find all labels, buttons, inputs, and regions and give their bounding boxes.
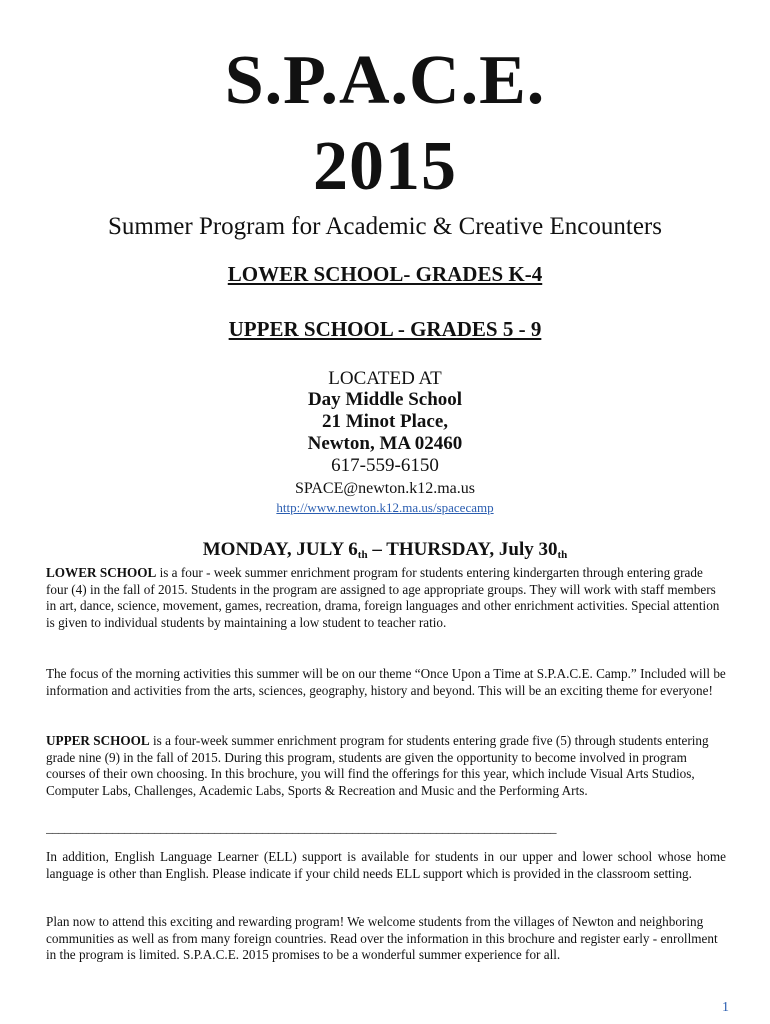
website-link[interactable]: http://www.newton.k12.ma.us/spacecamp — [276, 500, 494, 515]
email-address: SPACE@newton.k12.ma.us — [295, 480, 475, 497]
start-date-suffix: th — [357, 549, 368, 561]
city-address: Newton, MA 02460 — [307, 433, 463, 454]
title-line-1: S.P.A.C.E. — [224, 42, 546, 119]
end-date-suffix: th — [557, 549, 568, 561]
upper-school-heading: UPPER SCHOOL - GRADES 5 - 9 — [228, 317, 542, 341]
page-number: 1 — [722, 1000, 729, 1015]
upper-school-body: is a four-week summer enrichment program for students entering grade five (5) through students entering grade nine (9) in the fall of 2015. During this program, students are given the opportunity to become involved in program courses of their own choosing. In this brochure, you will find the offerings for this year, which include Visual Arts Studios, Computer Labs, Challenges, Academic Labs, Sports & Recreation and Music and the Performing Arts. — [46, 733, 709, 798]
lower-school-paragraph — [46, 565, 726, 631]
title-line-2: 2015 — [313, 128, 457, 205]
street-address: 21 Minot Place, — [321, 411, 449, 432]
lower-school-body: is a four - week summer enrichment program for students entering kindergarten through entering grade four (4) in the fall of 2015. Students in the program are assigned to age appropriate groups. They will work with staff members in art, dance, science, movement, games, recreation, drama, foreign languages and other enrichment activities. Special attention is given to individual students by maintaining a low student to teacher ratio. — [46, 565, 720, 630]
phone-number: 617-559-6150 — [331, 455, 439, 476]
theme-paragraph: The focus of the morning activities this summer will be on our theme “Once Upon a Time at S.P.A.C.E. Camp.” Included will be information and activities from the arts, sciences, geography, history and beyond. This will be an exciting theme for everyone! — [46, 666, 726, 698]
lower-school-heading: LOWER SCHOOL- GRADES K-4 — [227, 262, 543, 286]
subtitle: Summer Program for Academic & Creative Encounters — [107, 213, 662, 240]
closing-paragraph: Plan now to attend this exciting and rewarding program! We welcome students from the villages of Newton and neighboring communities as well as from many foreign countries. Read over the information in this brochure and register early - enrollment in the program is limited. S.P.A.C.E. 2015 promises to be a wonderful summer experience for all. — [46, 914, 718, 963]
upper-school-paragraph — [46, 733, 726, 799]
school-name: Day Middle School — [307, 389, 463, 410]
divider-rule: _____________________________________________________________________________________ — [46, 820, 556, 835]
end-date: THURSDAY, July 30 — [386, 539, 558, 560]
start-date: MONDAY, JULY 6 — [202, 539, 358, 560]
program-dates — [0, 539, 770, 561]
upper-school-lead: UPPER SCHOOL — [46, 733, 150, 748]
ell-paragraph: In addition, English Language Learner (ELL) support is available for students in our upper and lower school whose home language is other than English. Please indicate if your child needs ELL support which is provided in the classroom setting. — [46, 849, 726, 881]
lower-school-lead: LOWER SCHOOL — [46, 565, 157, 580]
location-label: LOCATED AT — [328, 368, 442, 389]
date-separator: – — [367, 539, 387, 560]
